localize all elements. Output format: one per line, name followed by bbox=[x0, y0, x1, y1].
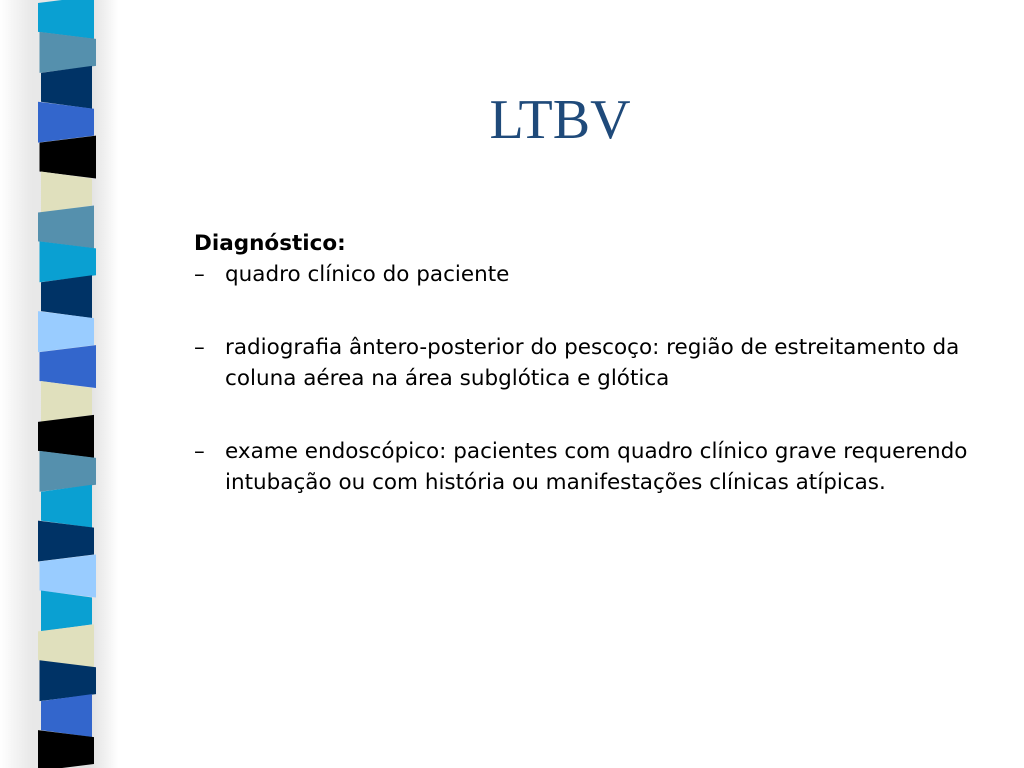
bullet-item bbox=[194, 259, 994, 290]
strip-block bbox=[38, 521, 94, 562]
strip-block bbox=[38, 311, 94, 352]
diagnosis-heading: Diagnóstico: bbox=[194, 231, 346, 256]
bullet-item bbox=[194, 332, 994, 394]
strip-block bbox=[41, 66, 92, 109]
bullet-dash: – bbox=[194, 262, 205, 287]
strip-block bbox=[41, 694, 92, 737]
bullet-text: quadro clínico do paciente bbox=[225, 262, 510, 287]
slide-body bbox=[194, 228, 994, 498]
bullet-text: radiografia ântero-posterior do pescoço: região de estreitamento da coluna aérea na área subglótica e glótica bbox=[225, 335, 960, 391]
strip-block bbox=[41, 485, 92, 528]
slide-title: LTBV bbox=[489, 89, 631, 151]
strip-block bbox=[41, 590, 92, 631]
strip-block bbox=[38, 205, 94, 248]
bullet-dash: – bbox=[194, 439, 205, 464]
strip-block bbox=[40, 136, 97, 179]
bullet-item bbox=[194, 436, 994, 498]
strip-block bbox=[41, 275, 92, 318]
strip-block bbox=[41, 172, 92, 213]
bullet-text: exame endoscópico: pacientes com quadro clínico grave requerendo intubação ou com história ou manifestações clínicas atípicas. bbox=[225, 439, 968, 495]
strip-block bbox=[40, 345, 97, 388]
strip-block bbox=[38, 415, 94, 458]
bullet-list bbox=[194, 259, 994, 498]
strip-block bbox=[41, 381, 92, 422]
strip-block bbox=[38, 102, 94, 143]
decorative-side-strip bbox=[0, 0, 118, 768]
strip-block bbox=[40, 555, 97, 598]
bullet-dash: – bbox=[194, 335, 205, 360]
strip-block bbox=[38, 624, 94, 667]
